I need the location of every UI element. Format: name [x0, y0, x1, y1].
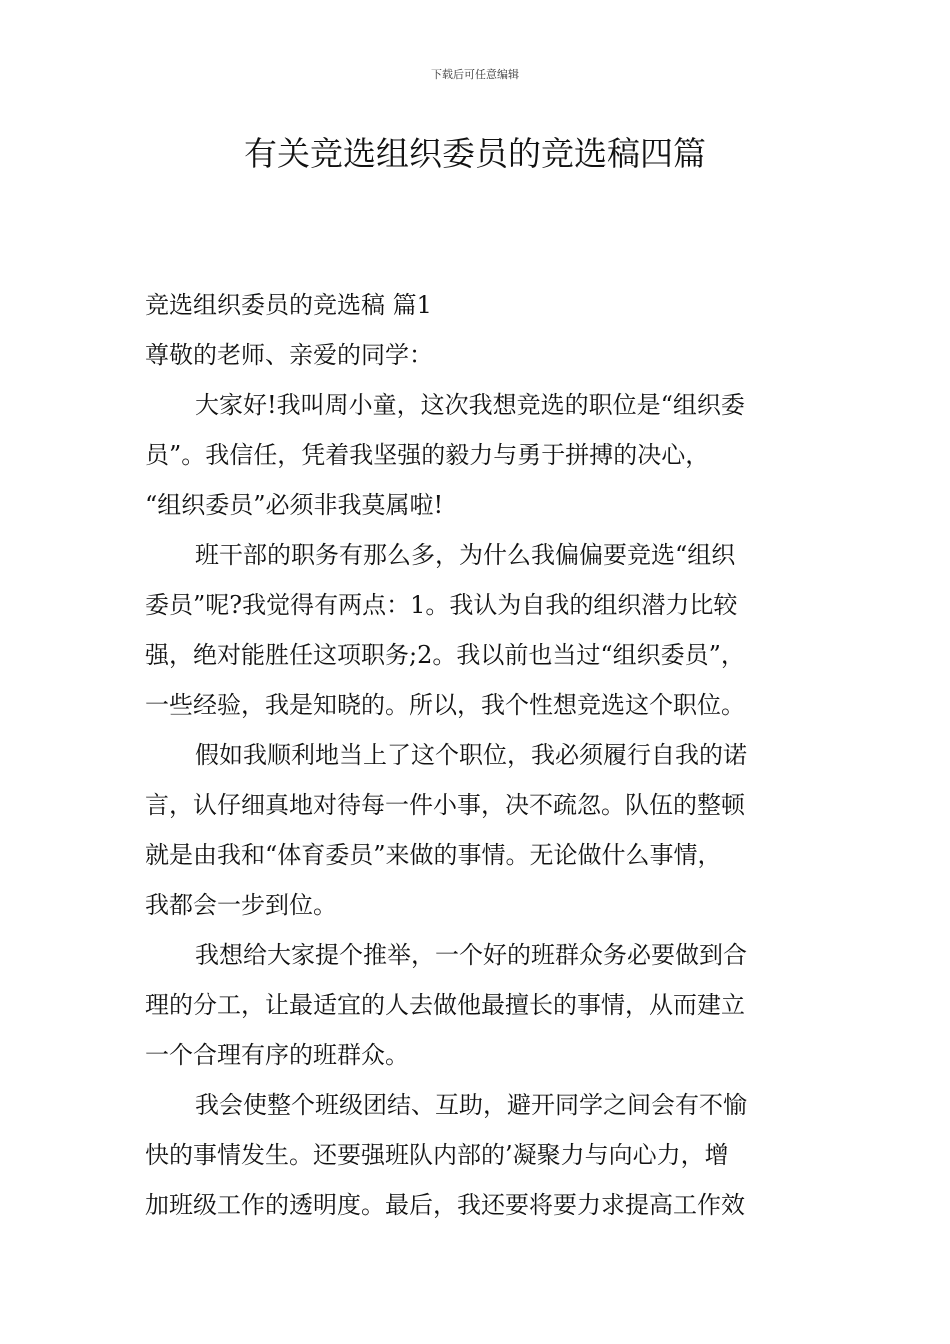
- paragraph-line: “组织委员”必须非我莫属啦!: [145, 491, 444, 519]
- paragraph-line: 假如我顺利地当上了这个职位，我必须履行自我的诺: [195, 741, 747, 769]
- paragraph-line: 委员”呢?我觉得有两点：1。我认为自我的组织潜力比较: [145, 591, 738, 619]
- paragraph-line: 班干部的职务有那么多，为什么我偏偏要竞选“组织: [195, 541, 736, 569]
- paragraph-line: 员”。我信任，凭着我坚强的毅力与勇于拼搏的决心，: [145, 441, 710, 469]
- paragraph-line: 就是由我和“体育委员”来做的事情。无论做什么事情，: [145, 841, 722, 869]
- paragraph-line: 理的分工，让最适宜的人去做他最擅长的事情，从而建立: [145, 991, 745, 1019]
- paragraph-line: 我会使整个班级团结、互助，避开同学之间会有不愉: [195, 1091, 747, 1119]
- paragraph-line: 强，绝对能胜任这项职务;2。我以前也当过“组织委员”，: [145, 641, 745, 669]
- paragraph-line: 一个合理有序的班群众。: [145, 1041, 409, 1069]
- paragraph-line: 我都会一步到位。: [145, 891, 337, 919]
- greeting: 尊敬的老师、亲爱的同学：: [145, 341, 433, 369]
- paragraph-line: 一些经验，我是知晓的。所以，我个性想竞选这个职位。: [145, 691, 745, 719]
- paragraph-line: 快的事情发生。还要强班队内部的’凝聚力与向心力，增: [145, 1141, 729, 1169]
- paragraph-line: 我想给大家提个推举，一个好的班群众务必要做到合: [195, 941, 747, 969]
- document-body: [145, 280, 825, 1230]
- header-note: 下载后可任意编辑: [431, 68, 519, 81]
- paragraph-line: 言，认仔细真地对待每一件小事，决不疏忽。队伍的整顿: [145, 791, 745, 819]
- paragraph-line: 大家好!我叫周小童，这次我想竞选的职位是“组织委: [195, 391, 745, 419]
- section-heading: 竞选组织委员的竞选稿 篇1: [145, 291, 432, 319]
- document-title: 有关竞选组织委员的竞选稿四篇: [244, 134, 706, 173]
- paragraph-line: 加班级工作的透明度。最后，我还要将要力求提高工作效: [145, 1191, 745, 1219]
